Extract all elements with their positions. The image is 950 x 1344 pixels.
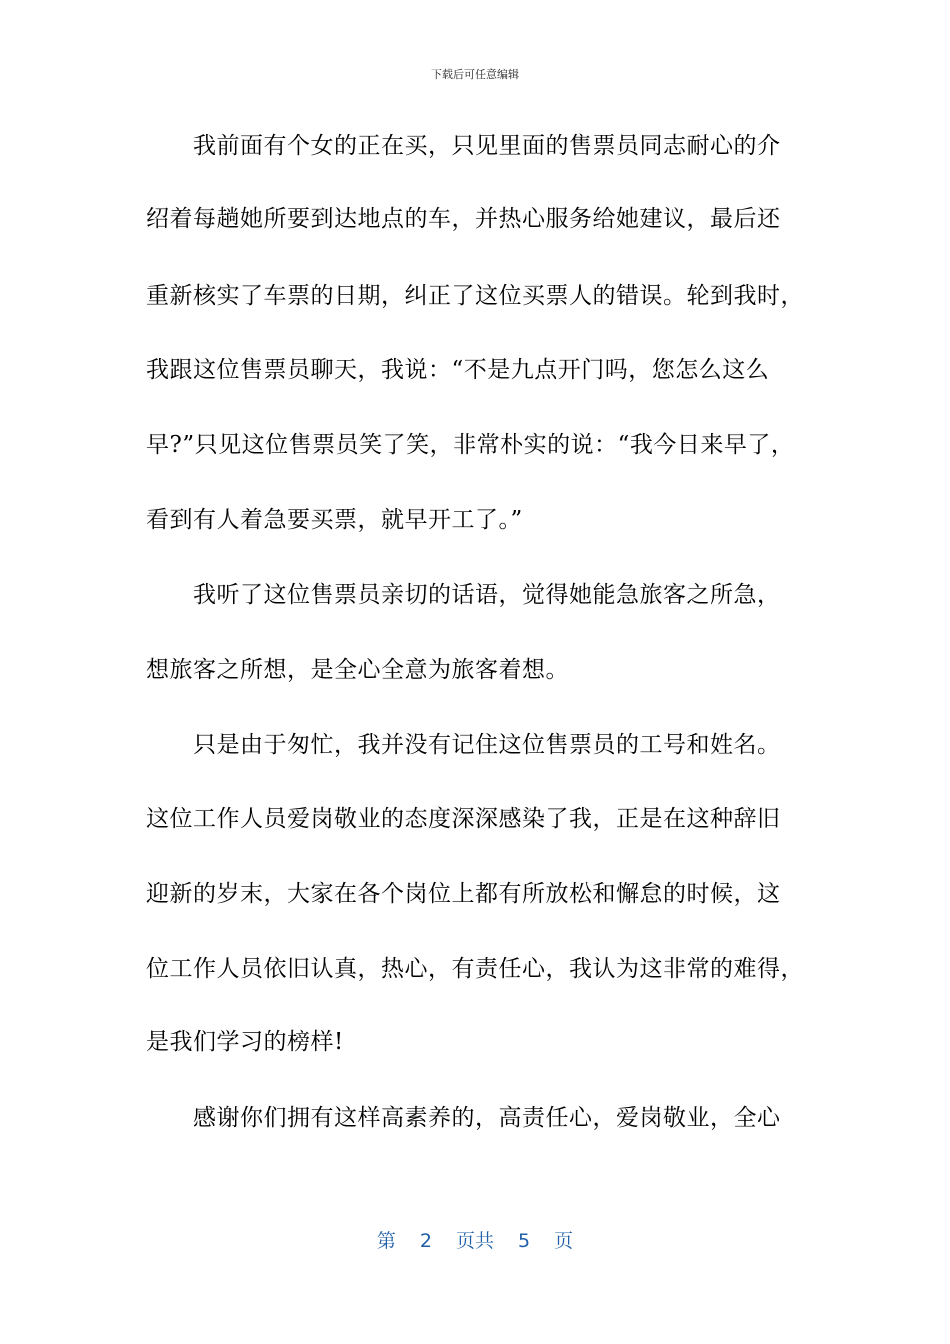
text-line: 绍着每趟她所要到达地点的车，并热心服务给她建议，最后还: [146, 206, 781, 232]
text-line: 只是由于匆忙，我并没有记住这位售票员的工号和姓名。: [146, 732, 781, 758]
text-line: 感谢你们拥有这样高素养的，高责任心，爱岗敬业，全心: [146, 1105, 781, 1131]
text-line: 重新核实了车票的日期，纠正了这位买票人的错误。轮到我时，: [146, 283, 804, 309]
text-line: 想旅客之所想，是全心全意为旅客着想。: [146, 657, 569, 683]
text-line: 我前面有个女的正在买，只见里面的售票员同志耐心的介: [146, 133, 781, 159]
text-line: 早?”只见这位售票员笑了笑，非常朴实的说：“我今日来早了，: [146, 432, 795, 458]
text-line: 我跟这位售票员聊天，我说：“不是九点开门吗，您怎么这么: [146, 357, 770, 383]
text-line: 迎新的岁末，大家在各个岗位上都有所放松和懈怠的时候，这: [146, 881, 781, 907]
page-header: 下载后可任意编辑: [431, 68, 519, 81]
text-line: 这位工作人员爱岗敬业的态度深深感染了我，正是在这种辞旧: [146, 806, 781, 832]
text-line: 看到有人着急要买票，就早开工了。”: [146, 507, 523, 533]
text-line: 我听了这位售票员亲切的话语，觉得她能急旅客之所急，: [146, 582, 781, 608]
text-line: 是我们学习的榜样!: [146, 1029, 344, 1055]
page-number-footer: 第 2 页共 5 页: [376, 1230, 574, 1252]
text-line: 位工作人员依旧认真，热心，有责任心，我认为这非常的难得，: [146, 956, 804, 982]
